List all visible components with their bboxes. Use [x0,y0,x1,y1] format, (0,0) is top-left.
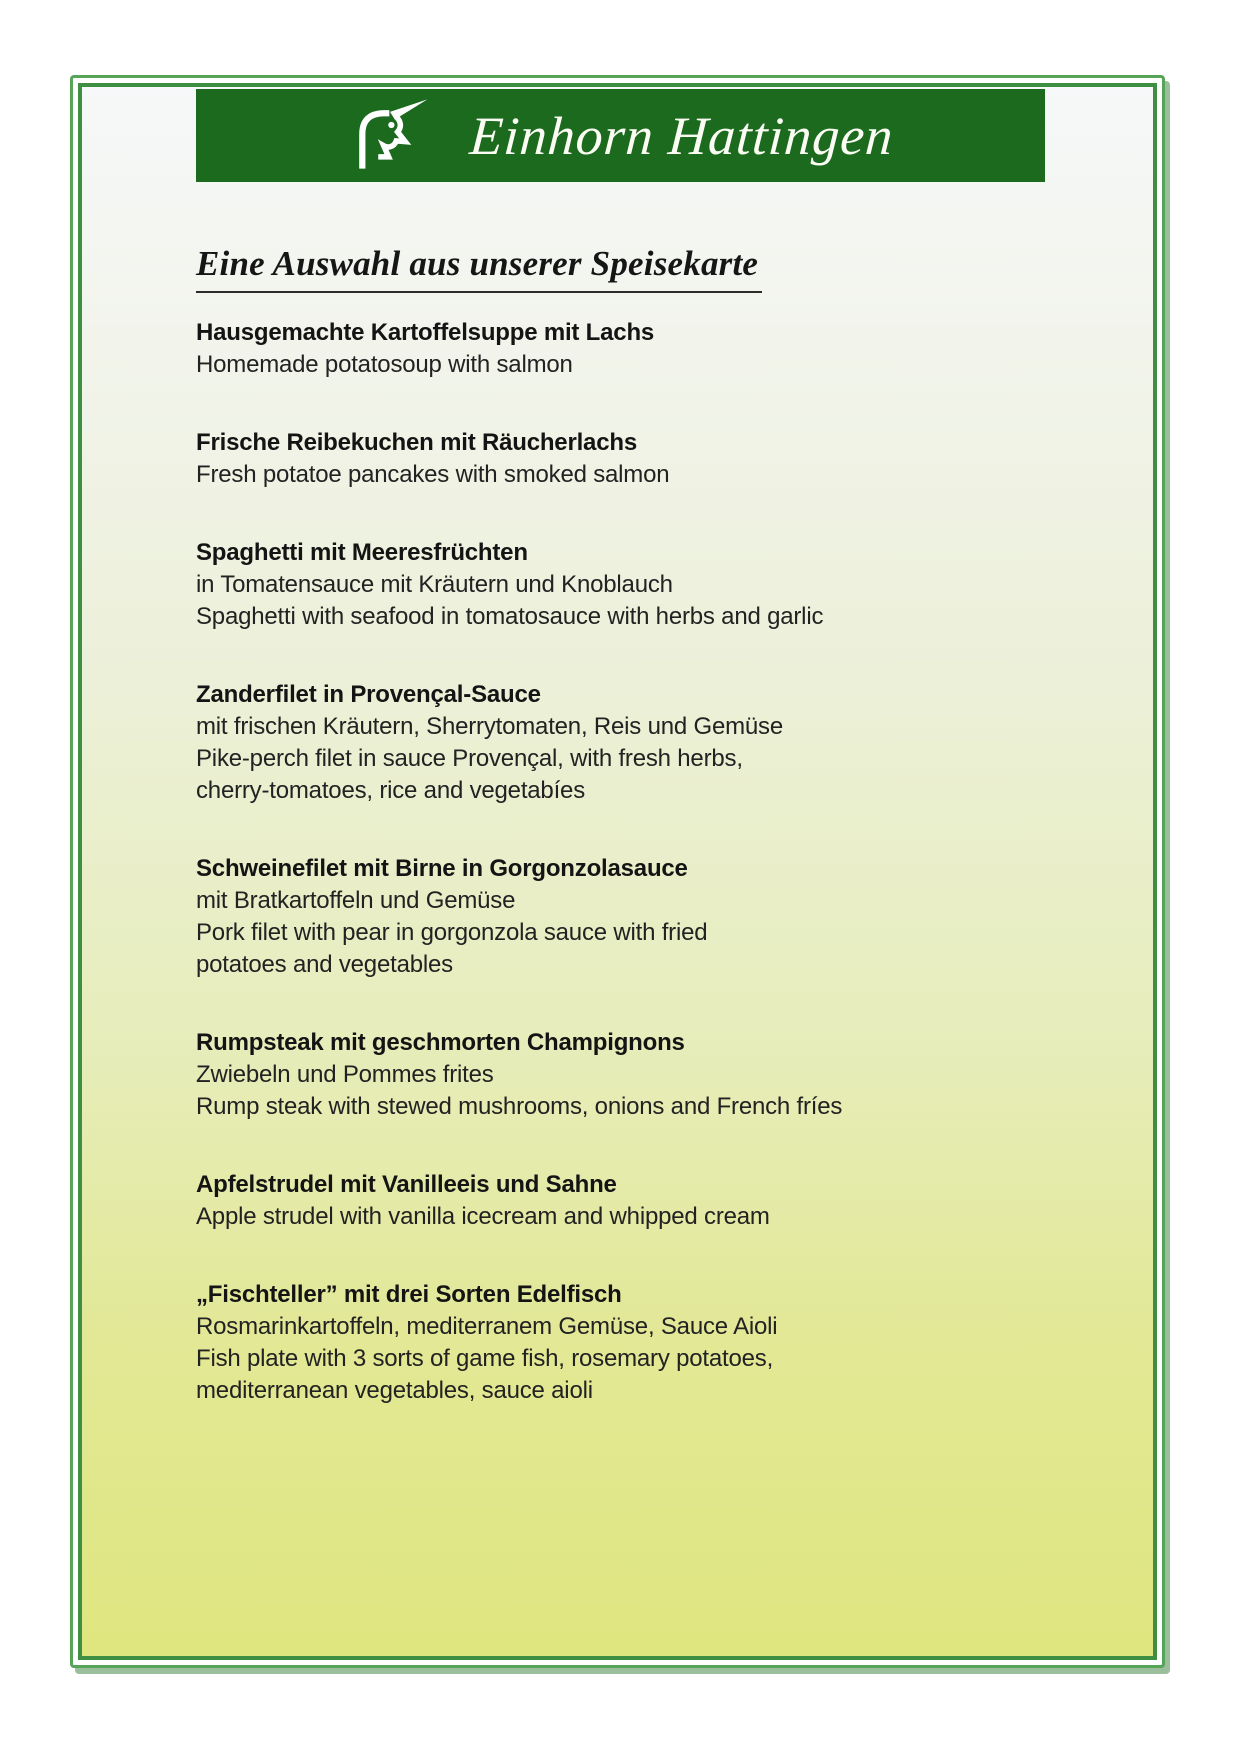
menu-item [196,1279,1113,1407]
menu-item-line: Pike-perch filet in sauce Provençal, with fresh herbs, [196,745,743,772]
menu-item-line: mit Bratkartoffeln und Gemüse [196,887,516,914]
menu-item-line: Pork filet with pear in gorgonzola sauce with fried [196,919,708,946]
menu-item-name: Zanderfilet in Provençal-Sauce [196,681,541,708]
menu-item [196,1169,1113,1233]
menu-item-line: Spaghetti with seafood in tomatosauce with herbs and garlic [196,603,824,630]
menu-item-name: Spaghetti mit Meeresfrüchten [196,539,528,566]
menu-item-line: mit frischen Kräutern, Sherrytomaten, Reis und Gemüse [196,713,783,740]
page-frame-outer [70,75,1165,1668]
menu-item-name: Frische Reibekuchen mit Räucherlachs [196,429,637,456]
menu-items-list [196,317,1113,1407]
menu-item [196,853,1113,981]
menu-item [196,317,1113,381]
menu-item-name: Rumpsteak mit geschmorten Champignons [196,1029,685,1056]
menu-item-name: Apfelstrudel mit Vanilleeis und Sahne [196,1171,617,1198]
menu-item-name: „Fischteller” mit drei Sorten Edelfisch [196,1281,622,1308]
menu-item-line: Homemade potatosoup with salmon [196,351,573,378]
menu-item [196,427,1113,491]
menu-item-line: Rosmarinkartoffeln, mediterranem Gemüse, Sauce Aioli [196,1313,778,1340]
menu-item-line: Apple strudel with vanilla icecream and whipped cream [196,1203,770,1230]
brand-name: Einhorn Hattingen [467,105,896,166]
menu-item-line: in Tomatensauce mit Kräutern und Knoblauch [196,571,673,598]
menu-item-line: potatoes and vegetables [196,951,453,978]
menu-title: Eine Auswahl aus unserer Speisekarte [196,244,762,293]
menu-item-name: Hausgemachte Kartoffelsuppe mit Lachs [196,319,655,346]
menu-item [196,1027,1113,1123]
menu-item [196,537,1113,633]
menu-item-line: Zwiebeln und Pommes frites [196,1061,494,1088]
menu-item-line: Fresh potatoe pancakes with smoked salmon [196,461,670,488]
menu-item-line: Rump steak with stewed mushrooms, onions and French fríes [196,1093,843,1120]
menu-item-line: cherry-tomatoes, rice and vegetabíes [196,777,585,804]
page-frame-inner [78,83,1157,1660]
brand-banner [196,89,1045,182]
unicorn-head-icon [348,98,432,170]
menu-content [82,182,1153,1407]
menu-item [196,679,1113,807]
menu-item-name: Schweinefilet mit Birne in Gorgonzolasauce [196,855,688,882]
menu-item-line: mediterranean vegetables, sauce aioli [196,1377,593,1404]
menu-item-line: Fish plate with 3 sorts of game fish, rosemary potatoes, [196,1345,774,1372]
